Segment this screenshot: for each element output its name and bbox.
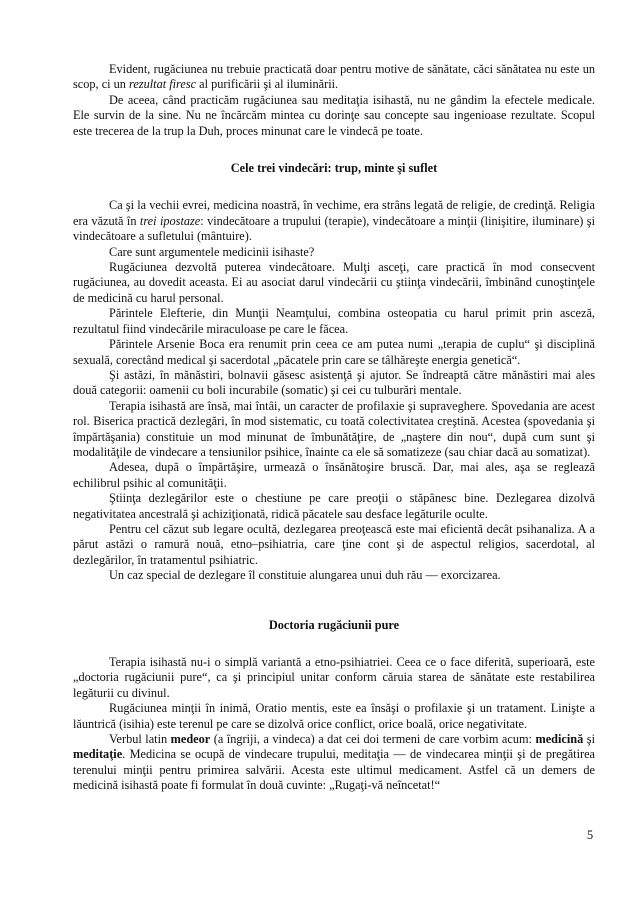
section1-paragraph: Pentru cel căzut sub legare ocultă, dezlegarea preoţească este mai eficientă decât psihanaliza. A a părut astăzi o ramură nouă, etno–psihiatria, care ţine cont şi de aspectul religios, sacerdotal, al dezlegărilor, în tratamentul psihiatric. xyxy=(73,521,595,567)
page-number: 5 xyxy=(587,828,594,842)
bold-term-meditatie: meditaţie xyxy=(73,747,123,762)
text-run: şi xyxy=(583,732,595,747)
section-title-trei-vindecari: Cele trei vindecări: trup, minte şi suflet xyxy=(230,161,438,176)
italic-phrase: rezultat firesc xyxy=(129,77,197,92)
section2-paragraph-medeor xyxy=(73,732,595,794)
intro-text-1: Evident, rugăciunea nu trebuie practicată doar pentru motive de sănătate, căci sănătatea nu este un scop, ci un rezultat firesc al purificării şi al iluminării. xyxy=(73,62,595,92)
section1-paragraph: Un caz special de dezlegare îl constituie alungarea unui duh rău — exorcizarea. xyxy=(109,568,501,583)
intro-paragraph-2: De aceea, când practicăm rugăciunea sau meditaţia isihastă, nu ne gândim la efectele medicale. Ele survin de la sine. Nu ne încărcăm mintea cu dorinţe sau concepte sau ingenioase rezultate. Scopul este trecerea de la trup la Duh, proces minunat care le vindecă pe toate. xyxy=(73,92,595,138)
section1-paragraph: Părintele Elefterie, din Munţii Neamţului, combina osteopatia cu harul primit prin asceză, rezultatul fiind vindecările miraculoase pe care le făcea. xyxy=(73,306,595,336)
section-title-doctoria: Doctoria rugăciunii pure xyxy=(268,617,400,632)
section1-paragraph: Ca şi la vechii evrei, medicina noastră, în vechime, era strâns legată de religie, de credinţă. Religia era văzută în trei ipostaze: vindecătoare a trupului (terapie), vindecătoare a minţii (linişitire, iluminare) şi vindecătoare a sufletului (mântuire). xyxy=(73,198,595,244)
section1-paragraph: Şi astăzi, în mănăstiri, bolnavii găsesc asistenţă şi ajutor. Se îndreaptă către mănăstiri mai ales două categorii: oamenii cu boli incurabile (somatic) şi cei cu tulburări mentale. xyxy=(73,367,595,398)
text-run: Verbul latin xyxy=(109,732,171,747)
section2-paragraph: Rugăciunea minţii în inimă, Oratio mentis, este ea însăşi o profilaxie şi un tratament. Linişte a lăuntrică (isihia) este terenul pe care se dizolvă orice conflict, orice boală, orice negativitate. xyxy=(73,701,595,731)
section1-paragraph: Care sunt argumentele medicinii isihaste? xyxy=(109,244,315,259)
bold-term-medeor: medeor xyxy=(170,732,211,747)
page-body xyxy=(73,62,595,794)
intro-paragraph-1 xyxy=(73,62,595,93)
section1-paragraph: Rugăciunea dezvoltă puterea vindecătoare. Mulţi asceţi, care practică în mod consecvent rugăciunea, au dovedit aceasta. Ei au asociat darul vindecării cu ştiinţa vindecării, îmbinând cunoştinţele de medicină cu harul personal. xyxy=(73,260,595,305)
text-run: (a îngriji, a vindeca) a dat cei doi termeni de care vorbim acum: xyxy=(210,732,536,747)
section1-paragraph: Adesea, după o împărtăşire, urmează o însănătoşire bruscă. Dar, mai ales, aşa se reglează echilibrul psihic al comunităţii. xyxy=(73,460,595,490)
text-run: . Medicina se ocupă de vindecare trupului, meditaţia — de vindecarea minţii şi de pregătirea terenului minţii pentru primirea salvării. Acesta este ultimul medicament. Astfel că un demers de medicină isihastă poate fi formulat în două cuvinte: „Rugaţi-vă neîncetat!“ xyxy=(73,747,595,793)
section2-paragraph: Terapia isihastă nu-i o simplă variantă a etno-psihiatriei. Ceea ce o face diferită, superioară, este „doctoria rugăciunii pure“, ca şi principiul unitar conform căruia starea de sănătate este restabilirea legăturii cu divinul. xyxy=(73,655,595,700)
bold-term-medicina: medicină xyxy=(535,732,584,747)
section1-paragraph: Ştiinţa dezlegărilor este o chestiune pe care preoţii o stăpânesc bine. Dezlegarea dizolvă negativitatea ancestrală şi achiziţionată, ridică păcatele sau desface legăturile oculte. xyxy=(73,491,595,521)
italic-phrase: trei ipostaze xyxy=(139,213,201,228)
section1-paragraph: Terapia isihastă are însă, mai întâi, un caracter de profilaxie şi supraveghere. Spovedania are acest rol. Biserica practică dezlegări, în mod sistematic, cu toată colectivitatea creştină. Acestea (spovedania şi împărtăşania) constituie un mod minunat de îmbunătăţire, de „naştere din nou“, după cum sunt şi modalităţile de vindecare a tensiunilor psihice, înainte ca ele să somatizeze (sau chiar dacă au somatizat). xyxy=(73,398,595,459)
section1-paragraph: Părintele Arsenie Boca era renumit prin ceea ce am putea numi „terapia de cuplu“ şi disciplină sexuală, corectând medical şi sacerdotal „păcatele prin care se tâlhăreşte energia genetică“. xyxy=(73,337,595,367)
